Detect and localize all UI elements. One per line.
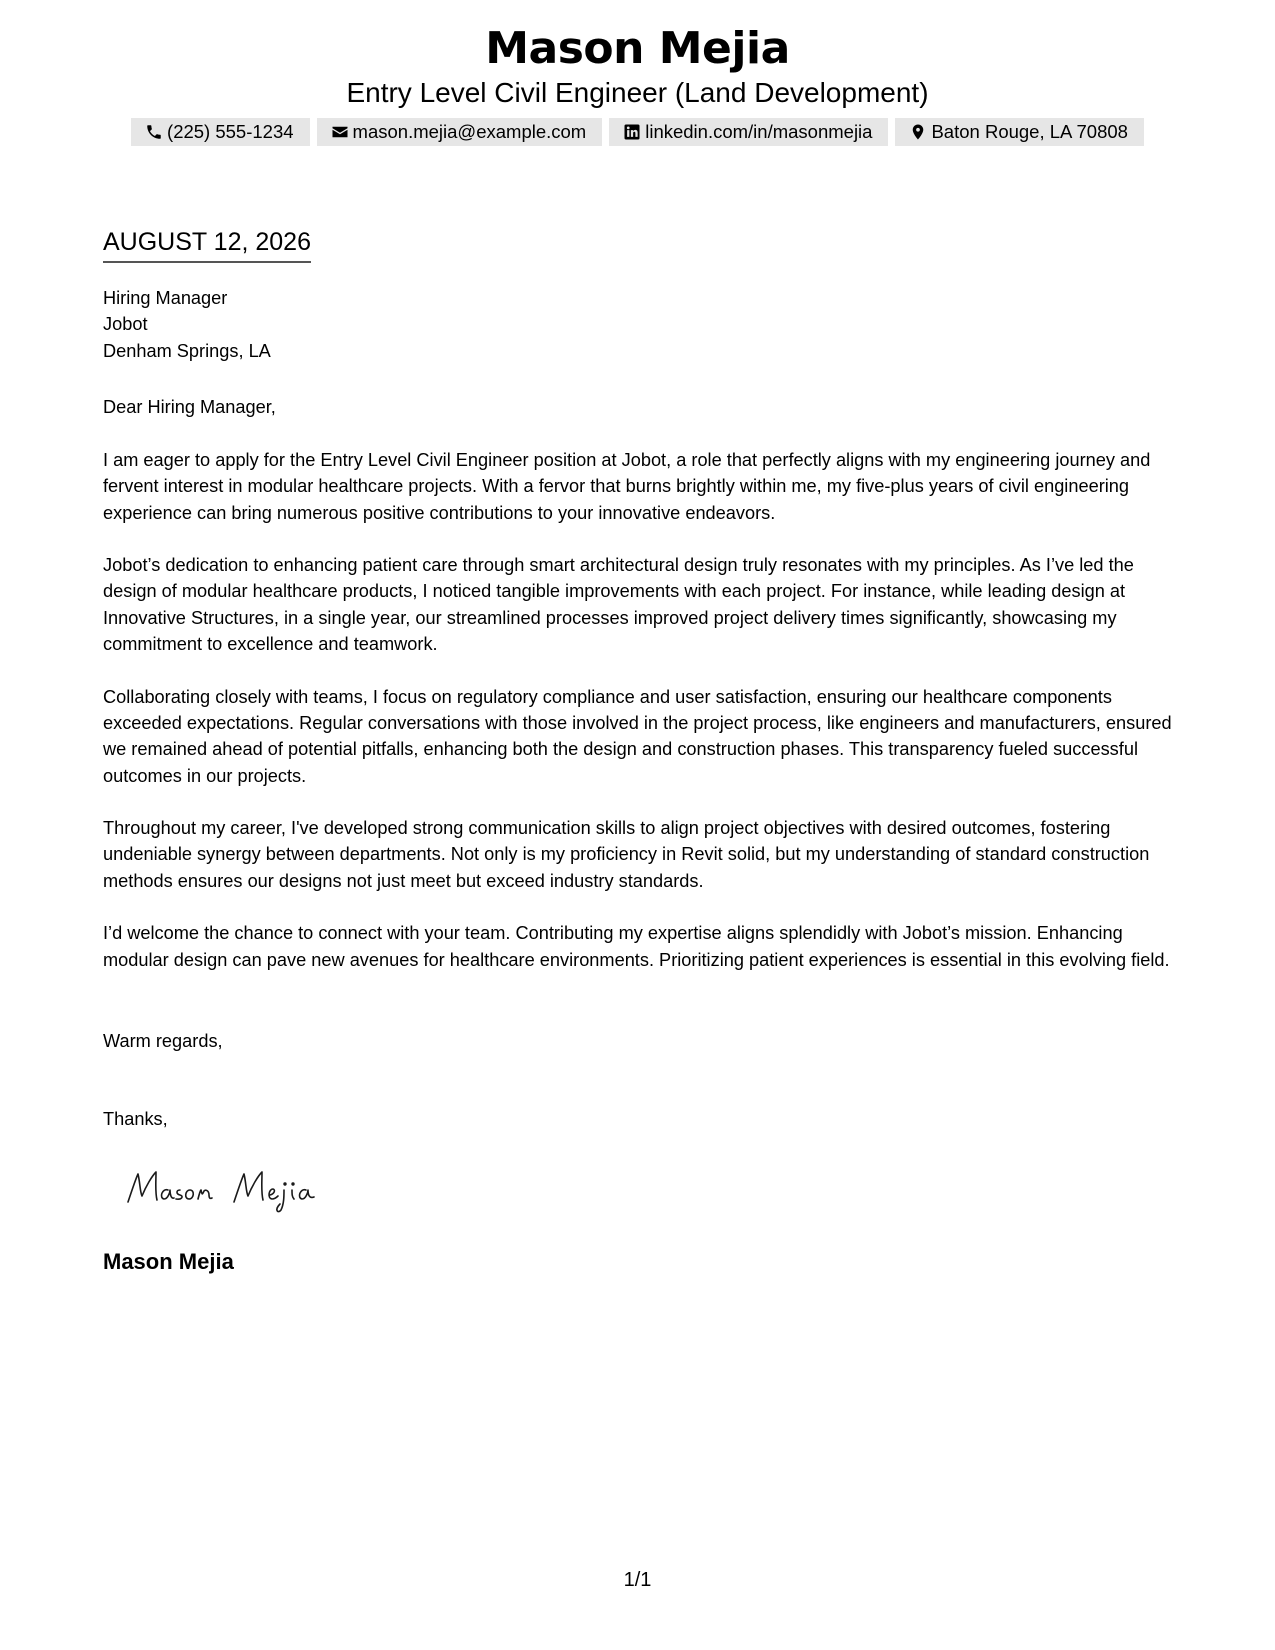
- contact-location: [895, 118, 1143, 146]
- contact-row: [0, 118, 1275, 146]
- page-number: 1/1: [623, 1569, 652, 1591]
- thanks: Thanks,: [103, 1109, 168, 1129]
- job-title: Entry Level Civil Engineer (Land Development): [346, 77, 929, 108]
- phone-text: (225) 555-1234: [167, 121, 294, 142]
- body-paragraph: Throughout my career, I've developed strong communication skills to align project objectives with desired outcomes, fostering undeniable synergy between departments. Not only is my proficiency in Revit solid, but my understanding of standard construction methods ensures our designs not just meet but exceed industry standards.: [103, 818, 1150, 891]
- map-pin-icon: [909, 123, 927, 141]
- email-text: mason.mejia@example.com: [352, 121, 587, 142]
- body-paragraph: Jobot’s dedication to enhancing patient care through smart architectural design truly resonates with my principles. As I’ve led the design of modular healthcare products, I noticed tangible improvements with each project. For instance, while leading design at Innovative Structures, in a single year, our streamlined processes improved project delivery times significantly, showcasing my commitment to excellence and teamwork.: [103, 555, 1134, 655]
- letter-header: [0, 22, 1275, 146]
- closing: Warm regards,: [103, 1031, 223, 1051]
- contact-linkedin[interactable]: [609, 118, 888, 146]
- salutation: Dear Hiring Manager,: [103, 397, 276, 417]
- applicant-name: Mason Mejia: [485, 23, 790, 74]
- letter-body: [103, 447, 1178, 999]
- linkedin-text: linkedin.com/in/masonmejia: [645, 121, 873, 142]
- phone-icon: [145, 123, 163, 141]
- body-paragraph: I’d welcome the chance to connect with your team. Contributing my expertise aligns splendidly with Jobot’s mission. Enhancing modular design can pave new avenues for healthcare environments. Prioritizing patient experiences is essential in this evolving field.: [103, 923, 1170, 970]
- recipient-location: Denham Springs, LA: [103, 340, 271, 361]
- contact-phone[interactable]: [131, 118, 310, 146]
- recipient-title: Hiring Manager: [103, 288, 228, 308]
- location-text: Baton Rouge, LA 70808: [931, 121, 1128, 142]
- body-paragraph: Collaborating closely with teams, I focus on regulatory compliance and user satisfaction, ensuring our healthcare components exceeded expectations. Regular conversations with those involved in the project process, like engineers and manufacturers, ensured we remained ahead of potential pitfalls, enhancing both the design and construction phases. This transparency fueled successful outcomes in our projects.: [103, 686, 1172, 786]
- envelope-icon: [331, 123, 349, 141]
- contact-email[interactable]: [317, 118, 603, 146]
- recipient-block: [103, 285, 271, 364]
- linkedin-icon: [623, 123, 641, 141]
- signature-image: [124, 1160, 354, 1215]
- letter-date: AUGUST 12, 2026: [103, 226, 311, 263]
- body-paragraph: I am eager to apply for the Entry Level Civil Engineer position at Jobot, a role that perfectly aligns with my engineering journey and fervent interest in modular healthcare projects. With a fervor that burns brightly within me, my five-plus years of civil engineering experience can bring numerous positive contributions to your innovative endeavors.: [103, 450, 1151, 523]
- signed-name: Mason Mejia: [103, 1249, 234, 1274]
- recipient-company: Jobot: [103, 314, 148, 335]
